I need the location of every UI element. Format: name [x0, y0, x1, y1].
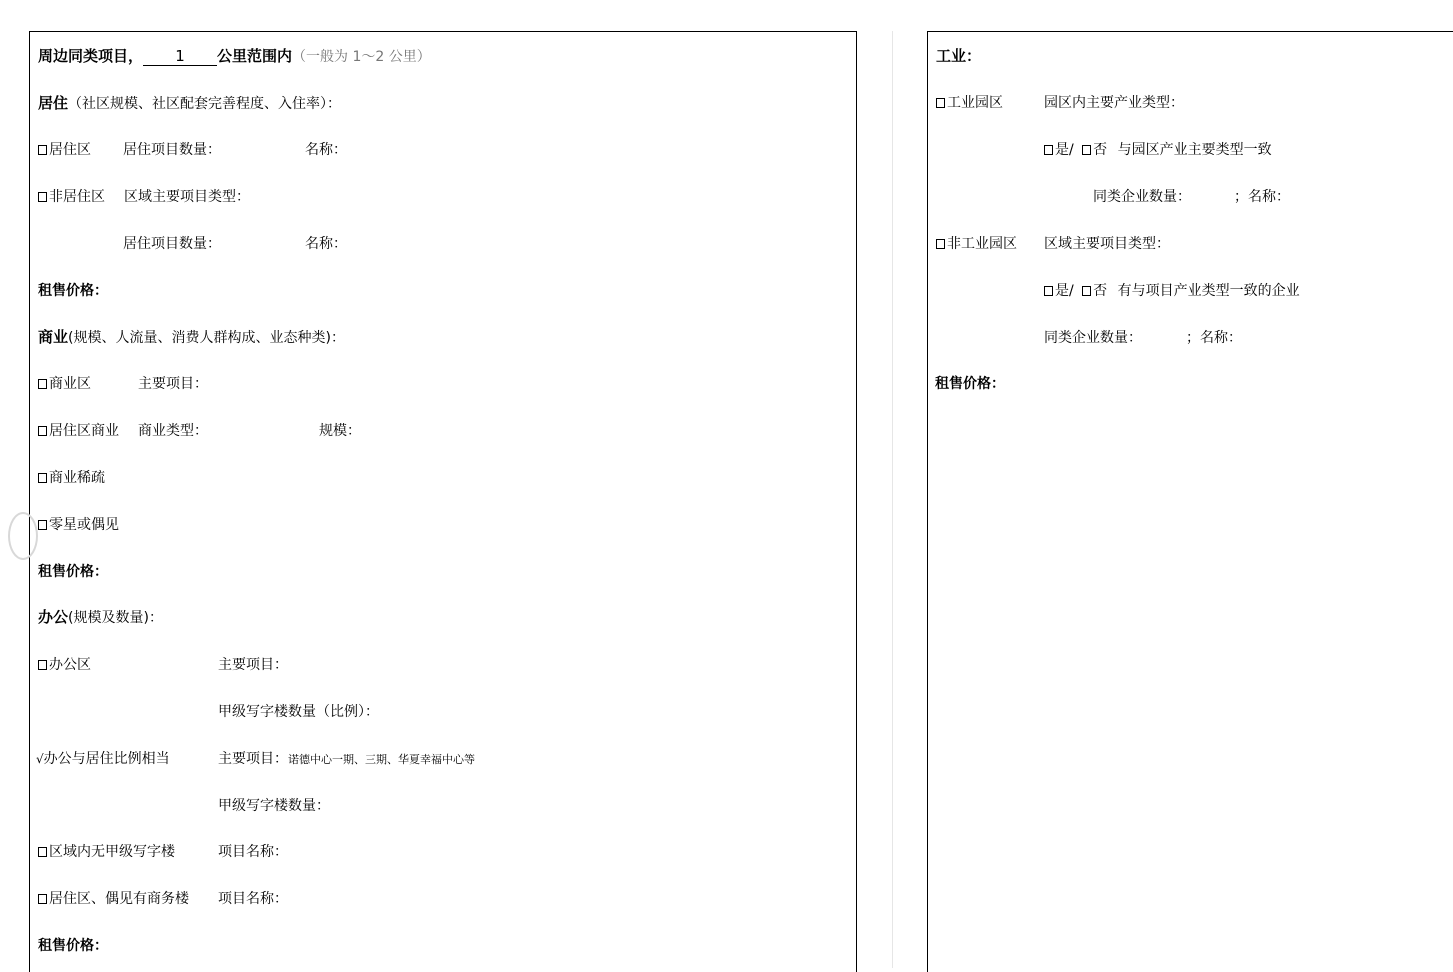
option-label: 商业区: [49, 376, 91, 392]
industry-main-type-label: 园区内主要产业类型：: [1044, 95, 1184, 111]
option-label: 工业园区: [947, 95, 1003, 111]
residential-title: 居住: [38, 94, 69, 112]
checkbox-icon[interactable]: [1044, 145, 1053, 155]
office-option-4[interactable]: [38, 889, 189, 909]
office-grade-a-ratio-label: 甲级写字楼数量（比例）：: [218, 704, 379, 720]
yes-label: 是/: [1055, 142, 1074, 158]
residential-heading: [38, 93, 341, 114]
industry-same-count-label-2: 同类企业数量：: [1044, 330, 1142, 346]
commercial-heading: [38, 327, 345, 348]
residential-count-label-2: 居住项目数量：: [123, 236, 221, 252]
left-form-page: [29, 31, 857, 972]
office-option-1[interactable]: [38, 655, 91, 675]
checkbox-icon[interactable]: [38, 145, 47, 155]
option-label: 办公区: [49, 657, 91, 673]
residential-name-label-2: 名称：: [305, 236, 347, 252]
industry-name-label-1: ；名称：: [1234, 189, 1290, 205]
industry-yes-no-2[interactable]: [1044, 281, 1300, 301]
option-label: 非工业园区: [947, 236, 1017, 252]
residential-count-label: 居住项目数量：: [123, 142, 221, 158]
residential-option-1[interactable]: [38, 140, 91, 160]
option-label: 零星或偶见: [49, 517, 119, 533]
commercial-main-label: 主要项目：: [138, 376, 208, 392]
nearby-note: （一般为 1～2 公里）: [292, 49, 431, 65]
option-label: 办公与居住比例相当: [43, 751, 170, 767]
option-label: 非居住区: [49, 189, 105, 205]
checkbox-icon[interactable]: [38, 660, 47, 670]
checkbox-icon[interactable]: [38, 192, 47, 202]
option-label: 居住区: [49, 142, 91, 158]
commercial-type-label: 商业类型：: [138, 423, 208, 439]
office-price-label: 租售价格：: [38, 938, 108, 954]
residential-desc: （社区规模、社区配套完善程度、入住率）：: [68, 96, 342, 112]
industry-heading: 工业：: [936, 47, 982, 65]
checkbox-icon[interactable]: [38, 379, 47, 389]
office-main-label: 主要项目：: [218, 657, 288, 673]
option-label: 居住区商业: [49, 423, 119, 439]
office-main-projects: 诺德中心一期、三期、华夏幸福中心等: [288, 753, 475, 766]
office-title: 办公: [38, 608, 69, 626]
checkbox-icon[interactable]: [936, 98, 945, 108]
right-form-page: [927, 31, 1453, 972]
commercial-option-3[interactable]: [38, 468, 105, 488]
option-label: 区域内无甲级写字楼: [49, 844, 175, 860]
main-label: 主要项目：: [218, 751, 288, 767]
commercial-option-4[interactable]: [38, 515, 119, 535]
nearby-prefix: 周边同类项目，: [38, 47, 144, 65]
commercial-desc: (规模、人流量、消费人群构成、业态种类)：: [68, 330, 345, 346]
page-gap-divider: [892, 31, 893, 968]
nearby-radius: 1: [143, 48, 217, 66]
commercial-option-1[interactable]: [38, 374, 91, 394]
office-project-name-label-2: 项目名称：: [218, 891, 288, 907]
option-label: 商业稀疏: [49, 470, 105, 486]
nearby-suffix: 公里范围内: [217, 47, 293, 65]
industry-name-label-2: ；名称：: [1186, 330, 1242, 346]
checkbox-icon[interactable]: [38, 473, 47, 483]
residential-price-label: 租售价格：: [38, 283, 108, 299]
checkbox-icon[interactable]: [936, 239, 945, 249]
industry-option-1[interactable]: [936, 93, 1003, 113]
office-grade-a-count-label: 甲级写字楼数量：: [218, 798, 330, 814]
commercial-scale-label: 规模：: [319, 423, 361, 439]
checkbox-icon[interactable]: [38, 894, 47, 904]
industry-same-count-label-1: 同类企业数量：: [1093, 189, 1191, 205]
industry-price-label: 租售价格：: [935, 376, 1005, 392]
residential-option-2[interactable]: [38, 187, 105, 207]
office-option-2[interactable]: [36, 749, 170, 769]
checkbox-icon[interactable]: [1082, 145, 1091, 155]
office-project-name-label: 项目名称：: [218, 844, 288, 860]
checkbox-icon[interactable]: [38, 847, 47, 857]
side-scroll-marker: [8, 512, 38, 560]
office-option-3[interactable]: [38, 842, 175, 862]
checkbox-icon[interactable]: [1044, 286, 1053, 296]
option-label: 居住区、偶见有商务楼: [49, 891, 189, 907]
consistent-label: 有与项目产业类型一致的企业: [1117, 283, 1300, 299]
office-desc: (规模及数量)：: [68, 610, 163, 626]
commercial-title: 商业: [38, 328, 69, 346]
commercial-price-label: 租售价格：: [38, 564, 108, 580]
office-main-label-2: [218, 749, 475, 770]
commercial-option-2[interactable]: [38, 421, 119, 441]
industry-option-2[interactable]: [936, 234, 1017, 254]
no-label: 否: [1093, 283, 1108, 299]
industry-area-type-label: 区域主要项目类型：: [1044, 236, 1170, 252]
no-label: 否: [1093, 142, 1108, 158]
nearby-heading: [38, 46, 431, 67]
yes-label: 是/: [1055, 283, 1074, 299]
consistent-label: 与园区产业主要类型一致: [1117, 142, 1272, 158]
office-heading: [38, 607, 163, 628]
checkbox-icon[interactable]: [1082, 286, 1091, 296]
checkbox-icon[interactable]: [38, 426, 47, 436]
residential-type-label: 区域主要项目类型：: [124, 189, 250, 205]
checkmark-icon[interactable]: √: [36, 752, 44, 766]
industry-yes-no-1[interactable]: [1044, 140, 1272, 160]
residential-name-label: 名称：: [305, 142, 347, 158]
checkbox-icon[interactable]: [38, 520, 47, 530]
